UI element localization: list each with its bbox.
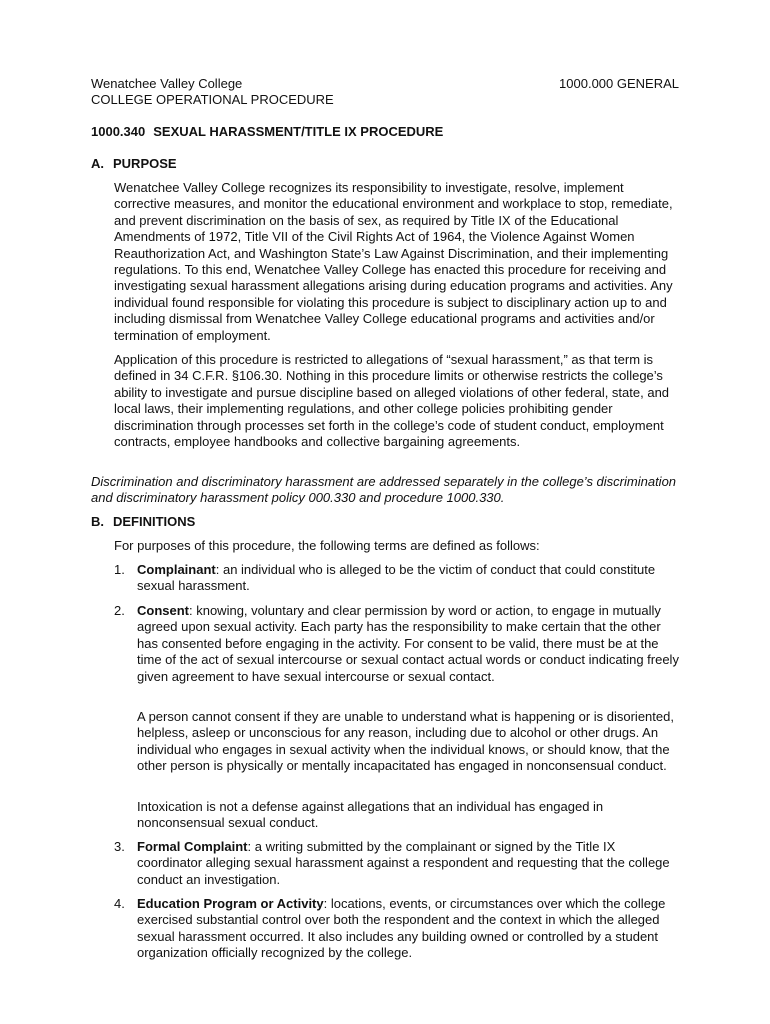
procedure-title: SEXUAL HARASSMENT/TITLE IX PROCEDURE xyxy=(153,124,444,139)
consent-paragraph-intoxication: Intoxication is not a defense against allegations that an individual has engaged in nonconsensual sexual conduct. xyxy=(137,799,604,831)
purpose-note: Discrimination and discriminatory harassment are addressed separately in the college’s discrimination and discriminatory harassment policy 000.330 and procedure 1000.330. xyxy=(91,474,677,506)
definition-term: Formal Complaint xyxy=(137,839,248,854)
procedure-number: 1000.340 xyxy=(91,124,146,139)
definition-term: Education Program or Activity xyxy=(137,896,324,911)
definition-item-consent: 2. Consent: knowing, voluntary and clear permission by word or action, to engage in mutually agreed upon sexual activity. Each party has the responsibility to make certain that the other has consented before engaging in the activity. For consent to be valid, there must be at the time of the act of sexual intercourse or sexual contact actual words or conduct indicating freely given agreement to have sexual intercourse or sexual contact. xyxy=(114,603,679,684)
procedure-type: COLLEGE OPERATIONAL PROCEDURE xyxy=(91,92,334,108)
definition-item-complainant: 1. Complainant: an individual who is alleged to be the victim of conduct that could constitute sexual harassment. xyxy=(114,562,656,594)
category-label: 1000.000 GENERAL xyxy=(559,76,679,91)
definition-item-education-program: 4. Education Program or Activity: locations, events, or circumstances over which the college exercised substantial control over both the respondent and the context in which the alleged sexual harassment occurred. It also includes any building owned or controlled by a student organization officially recognized by the college. xyxy=(114,896,666,961)
consent-paragraph-incapacity: A person cannot consent if they are unable to understand what is happening or is disoriented, helpless, asleep or unconscious for any reason, including due to alcohol or other drugs. An individual who engages in sexual activity when the individual knows, or should know, that the other person is physically or mentally incapacitated has engaged in nonconsensual conduct. xyxy=(137,709,674,774)
definition-term: Complainant xyxy=(137,562,216,577)
college-name: Wenatchee Valley College xyxy=(91,76,243,91)
purpose-paragraph-1: Wenatchee Valley College recognizes its responsibility to investigate, resolve, implement corrective measures, and monitor the educational environment and workplace to stop, remediate, and prevent discrimination on the basis of sex, as required by Title IX of the Educational Amendments of 1972, Title VII of the Civil Rights Act of 1964, the Violence Against Women Reauthorization Act, and Washington State’s Law Against Discrimination, and their implementing regulations. To this end, Wenatchee Valley College has enacted this procedure for receiving and investigating sexual harassment allegations arising during education programs and activities. Any individual found responsible for violating this procedure is subject to disciplinary action up to and including dismissal from Wenatchee Valley College educational programs and activities and/or termination of employment. xyxy=(114,180,673,343)
definition-item-formal-complaint: 3. Formal Complaint: a writing submitted by the complainant or signed by the Title IX coordinator alleging sexual harassment against a respondent and requesting that the college conduct an investigation. xyxy=(114,839,670,887)
page-title xyxy=(91,124,443,140)
definition-term: Consent xyxy=(137,603,189,618)
section-heading-purpose: A. PURPOSE xyxy=(91,156,177,171)
purpose-paragraph-2: Application of this procedure is restricted to allegations of “sexual harassment,” as that term is defined in 34 C.F.R. §106.30. Nothing in this procedure limits or otherwise restricts the college’s ability to investigate and pursue discipline based on alleged violations of other federal, state, and local laws, their implementing regulations, and other college policies prohibiting gender discrimination through processes set forth in the college’s code of student conduct, employment contracts, employee handbooks and collective bargaining agreements. xyxy=(114,352,670,450)
section-heading-definitions: B. DEFINITIONS xyxy=(91,514,196,529)
header-left xyxy=(91,76,334,109)
definitions-intro: For purposes of this procedure, the following terms are defined as follows: xyxy=(114,538,540,553)
